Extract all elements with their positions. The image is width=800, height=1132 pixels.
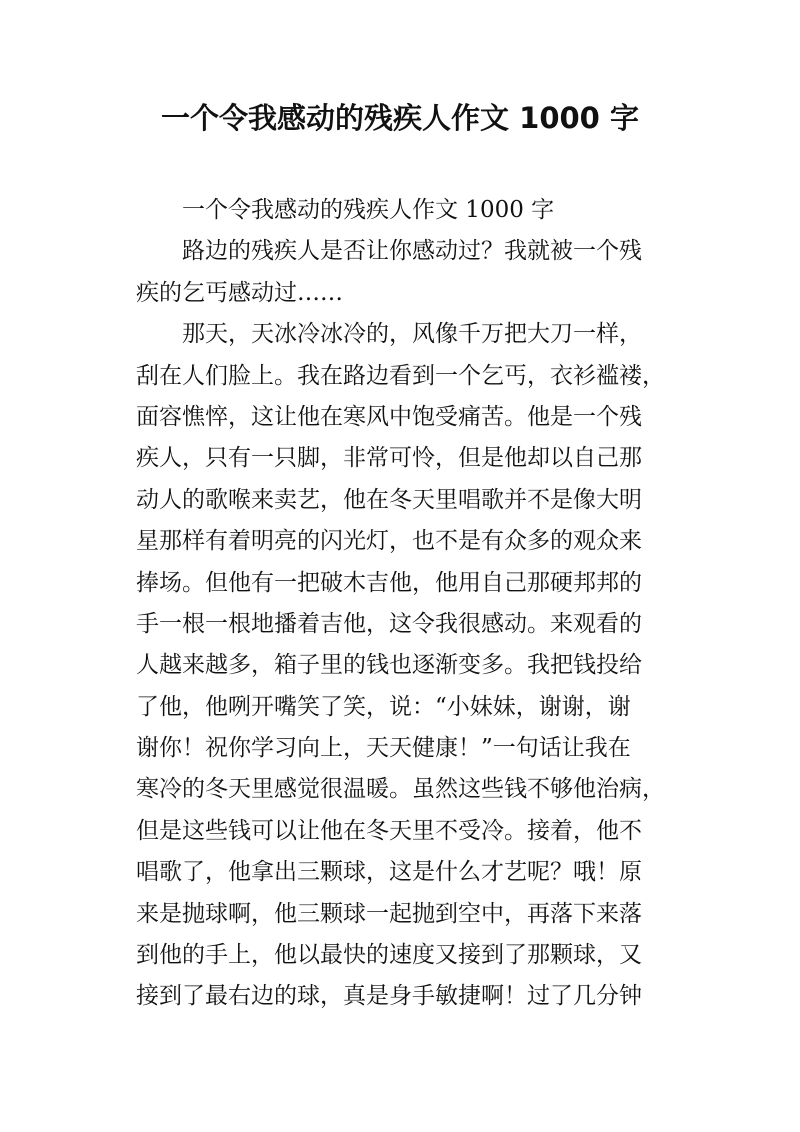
paragraph-2-line-6: 星那样有着明亮的闪光灯，也不是有众多的观众来 <box>136 528 642 555</box>
paragraph-2-line-2: 刮在人们脸上。我在路边看到一个乞丐，衣衫褴褛， <box>136 362 665 389</box>
paragraph-2-line-3: 面容憔悴，这让他在寒风中饱受痛苦。他是一个残 <box>136 403 642 430</box>
paragraph-2-line-11: 谢你！祝你学习向上，天天健康！”一句话让我在 <box>136 735 631 762</box>
paragraph-2-line-12: 寒冷的冬天里感觉很温暖。虽然这些钱不够他治病， <box>136 776 665 803</box>
document-body <box>136 190 668 1018</box>
paragraph-1-line-2: 疾的乞丐感动过…… <box>136 279 343 306</box>
paragraph-heading-line: 一个令我感动的残疾人作文 1000 字 <box>182 197 555 223</box>
paragraph-2-line-13: 但是这些钱可以让他在冬天里不受冷。接着，他不 <box>136 817 642 844</box>
paragraph-2-line-15: 来是抛球啊，他三颗球一起抛到空中，再落下来落 <box>136 900 642 927</box>
paragraph-2-line-14: 唱歌了，他拿出三颗球，这是什么才艺呢？哦！原 <box>136 859 642 886</box>
paragraph-1-line-1: 路边的残疾人是否让你感动过？我就被一个残 <box>182 238 642 265</box>
paragraph-2-line-16: 到他的手上，他以最快的速度又接到了那颗球，又 <box>136 942 642 969</box>
paragraph-2-line-17: 接到了最右边的球，真是身手敏捷啊！过了几分钟 <box>136 983 642 1010</box>
paragraph-2-line-9: 人越来越多，箱子里的钱也逐渐变多。我把钱投给 <box>136 652 642 679</box>
paragraph-2-line-10: 了他，他咧开嘴笑了笑，说：“小妹妹，谢谢，谢 <box>136 693 631 720</box>
paragraph-2-line-8: 手一根一根地播着吉他，这令我很感动。来观看的 <box>136 610 642 637</box>
paragraph-2-line-5: 动人的歌喉来卖艺，他在冬天里唱歌并不是像大明 <box>136 486 642 513</box>
document-title: 一个令我感动的残疾人作文 1000 字 <box>161 101 639 135</box>
paragraph-2-line-1: 那天，天冰冷冰冷的，风像千万把大刀一样， <box>182 321 642 348</box>
paragraph-2-line-7: 捧场。但他有一把破木吉他，他用自己那硬邦邦的 <box>136 569 642 596</box>
paragraph-2-line-4: 疾人，只有一只脚，非常可怜，但是他却以自己那 <box>136 445 642 472</box>
